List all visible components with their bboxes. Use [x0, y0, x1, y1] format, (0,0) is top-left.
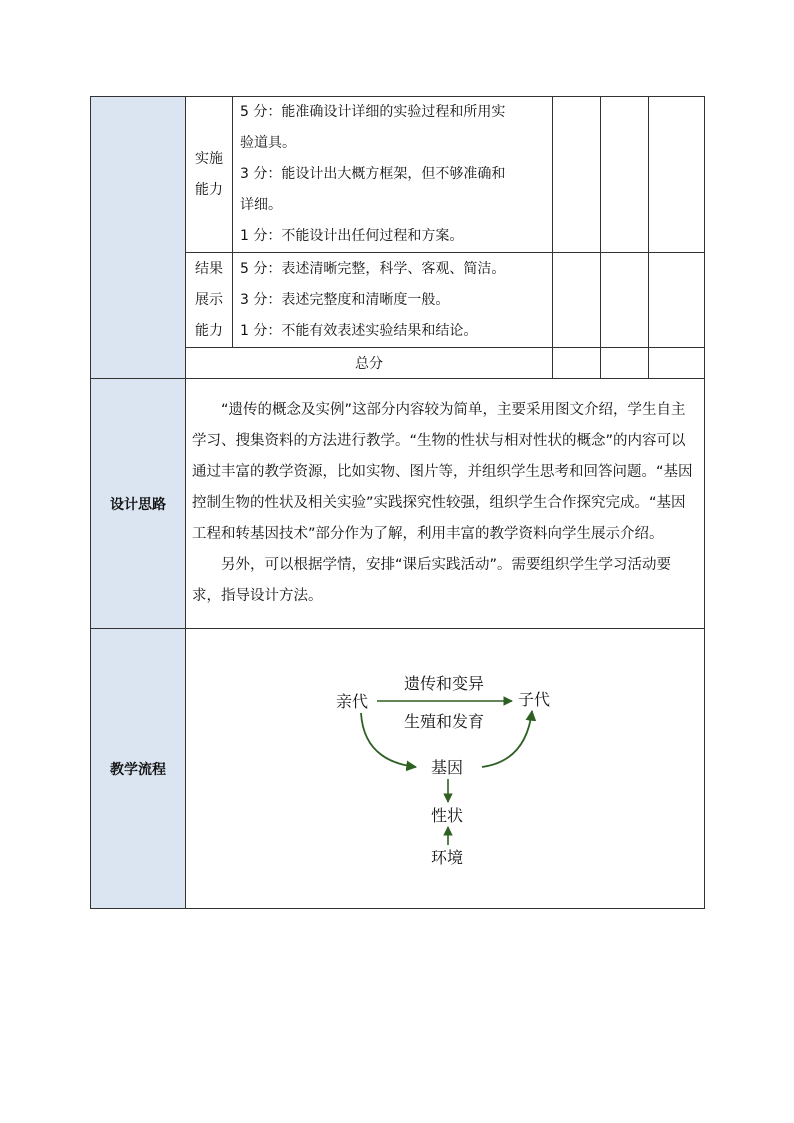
- criteria-line: 3 分：能设计出大概方框架，但不够准确和: [240, 166, 506, 182]
- row-flow: [91, 629, 705, 909]
- label-reproduction-development: 生殖和发育: [404, 712, 485, 731]
- score-cell: [553, 348, 601, 379]
- node-child: 子代: [518, 690, 551, 709]
- score-cell: [553, 97, 601, 253]
- label-implement-line1: 实施: [195, 150, 223, 167]
- arrow-gene-to-child: [482, 711, 532, 767]
- flow-cell: [186, 629, 705, 909]
- label-result-line1: 结果: [195, 260, 223, 277]
- score-cell: [553, 253, 601, 348]
- evaluation-table: [90, 96, 705, 909]
- design-label: 设计思路: [91, 379, 186, 629]
- total-label: 总分: [186, 348, 553, 379]
- flow-label: 教学流程: [91, 629, 186, 909]
- design-paragraph-1: “遗传的概念及实例”这部分内容较为简单，主要采用图文介绍，学生自主学习、搜集资料的方法进行教学。“生物的性状与相对性状的概念”的内容可以通过丰富的教学资源，比如实物、图片等，并组织学生思考和回答问题。“基因控制生物的性状及相关实验”实践探究性较强，组织学生合作探究完成。“基因工程和转基因技术”部分作为了解，利用丰富的教学资料向学生展示介绍。: [192, 402, 693, 542]
- row-design: [91, 379, 705, 629]
- design-text: [186, 379, 705, 629]
- label-result-line2: 展示: [195, 291, 223, 308]
- node-environment: 环境: [431, 848, 464, 867]
- score-cell: [649, 253, 705, 348]
- criteria-line: 1 分：不能有效表述实验结果和结论。: [240, 322, 478, 339]
- label-implement-line2: 能力: [195, 181, 223, 198]
- node-gene: 基因: [431, 758, 464, 777]
- score-cell: [601, 253, 649, 348]
- label-result-line3: 能力: [195, 322, 223, 339]
- criteria-line: 1 分：不能设计出任何过程和方案。: [240, 228, 464, 244]
- score-cell: [601, 348, 649, 379]
- label-result: [186, 253, 233, 348]
- label-heredity-variation: 遗传和变异: [404, 674, 485, 693]
- criteria-line: 5 分：表述清晰完整，科学、客观、简洁。: [240, 260, 506, 277]
- criteria-line: 5 分：能准确设计详细的实验过程和所用实: [240, 104, 506, 120]
- criteria-implement: [233, 97, 553, 253]
- criteria-line: 3 分：表述完整度和清晰度一般。: [240, 291, 450, 308]
- side-blank-cell: [91, 97, 186, 379]
- criteria-result: [233, 253, 553, 348]
- criteria-line: 详细。: [240, 197, 282, 213]
- node-parent: 亲代: [336, 692, 369, 711]
- design-paragraph-2: 另外，可以根据学情，安排“课后实践活动”。需要组织学生学习活动要求，指导设计方法。: [192, 557, 672, 604]
- criteria-line: 验道具。: [240, 135, 296, 151]
- row-implement: [91, 97, 705, 253]
- teaching-flow-diagram: [186, 629, 705, 909]
- score-cell: [649, 97, 705, 253]
- score-cell: [649, 348, 705, 379]
- label-implement: [186, 97, 233, 253]
- node-trait: 性状: [431, 806, 464, 825]
- score-cell: [601, 97, 649, 253]
